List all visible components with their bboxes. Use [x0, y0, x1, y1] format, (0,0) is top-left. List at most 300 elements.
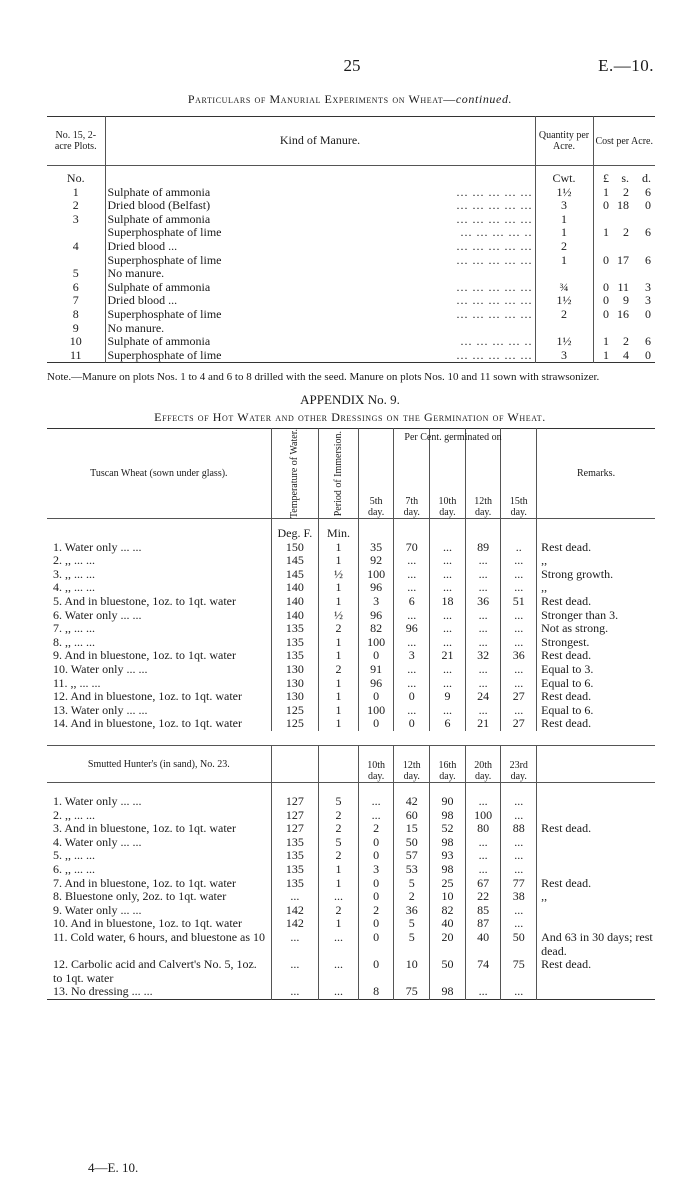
- period-value: 5: [319, 795, 359, 809]
- manure-kind-text: Sulphate of ammonia: [107, 211, 211, 226]
- germination-row: [47, 609, 655, 623]
- remark: Equal to 6.: [537, 704, 655, 718]
- plot-number: 2: [72, 198, 79, 213]
- germination-value: 5: [394, 877, 430, 891]
- germination-value: 32: [465, 649, 501, 663]
- treatment-label: 4. ,, ... ...: [53, 580, 95, 595]
- germination-value: ...: [465, 622, 501, 636]
- period-value: 1: [319, 649, 359, 663]
- cost-pence: 3: [645, 293, 651, 308]
- germination-row: [47, 877, 655, 891]
- cost-pounds: 0: [603, 279, 609, 294]
- leader-dots: ... ... ... ... ...: [456, 184, 533, 199]
- cost-pounds: 1: [603, 347, 609, 362]
- germination-value: 96: [358, 677, 394, 691]
- remark: Rest dead.: [537, 649, 655, 663]
- period-value: 1: [319, 717, 359, 731]
- plot-number: 8: [72, 306, 79, 321]
- manure-table-title: [0, 92, 700, 107]
- germination-value: 87: [465, 917, 501, 931]
- germination-row: [47, 649, 655, 663]
- temperature-value: ...: [271, 958, 318, 985]
- cost-pence: [633, 267, 655, 281]
- period-value: 1: [319, 677, 359, 691]
- remark: [537, 985, 655, 999]
- leader-dots: ... ... ... ... ...: [456, 252, 533, 267]
- germination-value: 38: [501, 890, 537, 904]
- plot-number: 11: [69, 347, 82, 362]
- temperature-value: 145: [271, 568, 318, 582]
- units-blank: [430, 519, 466, 541]
- manure-qty: 1: [535, 226, 593, 240]
- manure-kind: [105, 213, 535, 227]
- germination-value: ...: [501, 568, 537, 582]
- germination-value: ...: [501, 809, 537, 823]
- leader-dots: ... ... ... ... ...: [456, 198, 533, 213]
- temperature-value: ...: [271, 890, 318, 904]
- cost-header: Cost per Acre.: [593, 117, 655, 166]
- section-spacer: [47, 731, 655, 746]
- germination-value: 0: [358, 836, 394, 850]
- germination-value: 10: [394, 958, 430, 985]
- germination-row: [47, 554, 655, 568]
- period-value: 1: [319, 877, 359, 891]
- period-value: 1: [319, 917, 359, 931]
- germination-value: ...: [465, 704, 501, 718]
- treatment-label: 6. ,, ... ...: [53, 861, 95, 876]
- temp-unit: Deg. F.: [271, 519, 318, 541]
- leader-dots: ... ... ... ... ...: [456, 279, 533, 294]
- treatment-label: 7. ,, ... ...: [53, 621, 95, 636]
- germination-value: ...: [501, 917, 537, 931]
- cost-shillings: [613, 240, 633, 254]
- germination-value: 89: [465, 541, 501, 555]
- germination-value: 15: [394, 822, 430, 836]
- period-value: 2: [319, 904, 359, 918]
- temperature-header: [271, 746, 318, 783]
- cost-pence: [633, 213, 655, 227]
- temperature-value: 125: [271, 717, 318, 731]
- period-value: 2: [319, 849, 359, 863]
- germination-value: ...: [430, 636, 466, 650]
- manure-qty: [535, 322, 593, 336]
- treatment-label: 6. Water only ... ...: [53, 607, 142, 622]
- treatment-label: 12. And in bluestone, 1oz. to 1qt. water: [53, 689, 242, 704]
- germination-value: 0: [358, 931, 394, 958]
- germination-row: [47, 704, 655, 718]
- temperature-value: 125: [271, 704, 318, 718]
- germination-value: 27: [501, 717, 537, 731]
- germination-value: ...: [501, 704, 537, 718]
- temperature-value: 127: [271, 822, 318, 836]
- germination-value: 96: [358, 581, 394, 595]
- germination-value: 100: [358, 704, 394, 718]
- manure-qty: 2: [535, 240, 593, 254]
- manure-qty: 2: [535, 308, 593, 322]
- germination-row: [47, 863, 655, 877]
- treatment-label: 3. ,, ... ...: [53, 566, 95, 581]
- manure-kind: [105, 199, 535, 213]
- period-value: 1: [319, 863, 359, 877]
- treatment-label: 12. Carbolic acid and Calvert's No. 5, 1oz. to 1qt. water: [53, 957, 257, 985]
- germination-value: ...: [465, 849, 501, 863]
- cwt-subhead: Cwt.: [535, 166, 593, 186]
- germination-value: ...: [394, 636, 430, 650]
- remark: [537, 795, 655, 809]
- cost-shillings: 2: [623, 184, 629, 199]
- manure-kind-text: Sulphate of ammonia: [107, 334, 211, 349]
- germination-value: 0: [358, 849, 394, 863]
- germination-row: [47, 717, 655, 731]
- remark: Strong growth.: [537, 568, 655, 582]
- remark: Rest dead.: [537, 958, 655, 985]
- units-blank: [358, 519, 394, 541]
- remark: And 63 in 30 days; rest dead.: [537, 931, 655, 958]
- germination-value: ...: [501, 663, 537, 677]
- manure-kind-text: Dried blood ...: [107, 293, 178, 308]
- germination-value: 98: [430, 809, 466, 823]
- germination-value: ...: [501, 622, 537, 636]
- kind-header: Kind of Manure.: [105, 117, 535, 166]
- page-header: [0, 56, 700, 82]
- germination-value: 50: [430, 958, 466, 985]
- manure-qty: ¾: [535, 281, 593, 295]
- manure-kind-text: No manure.: [107, 266, 165, 281]
- germination-value: ...: [394, 663, 430, 677]
- remark: [537, 809, 655, 823]
- temperature-value: 135: [271, 649, 318, 663]
- germination-value: 27: [501, 690, 537, 704]
- period-value: 1: [319, 704, 359, 718]
- shilling-subhead: s.: [621, 171, 629, 185]
- germination-row: [47, 636, 655, 650]
- temperature-value: 127: [271, 795, 318, 809]
- germination-value: ...: [465, 985, 501, 999]
- germination-value: 36: [394, 904, 430, 918]
- treatment-label: 9. And in bluestone, 1oz. to 1qt. water: [53, 648, 236, 663]
- cost-pounds: 1: [603, 225, 609, 240]
- germination-value: 90: [430, 795, 466, 809]
- germination-value: 100: [358, 636, 394, 650]
- manure-title-text: Particulars of Manurial Experiments on Wheat—: [187, 92, 456, 106]
- germination-value: 18: [430, 595, 466, 609]
- treatment-label: 1. Water only ... ...: [53, 539, 142, 554]
- germination-value: 5: [394, 931, 430, 958]
- leader-dots: ... ... ... ... ..: [460, 334, 533, 349]
- period-value: ½: [319, 568, 359, 582]
- germination-value: ...: [501, 836, 537, 850]
- treatment-label: 11. ,, ... ...: [53, 675, 101, 690]
- temperature-value: 142: [271, 917, 318, 931]
- manure-kind: [105, 226, 535, 240]
- period-value: 5: [319, 836, 359, 850]
- germination-row: [47, 958, 655, 985]
- germination-value: 52: [430, 822, 466, 836]
- cost-pounds: [593, 267, 613, 281]
- manure-row: [47, 349, 655, 363]
- germination-value: 70: [394, 541, 430, 555]
- cost-pounds: 0: [603, 252, 609, 267]
- plots-header: No. 15, 2-acre Plots.: [47, 117, 105, 166]
- temperature-value: 135: [271, 863, 318, 877]
- germination-value: 98: [430, 863, 466, 877]
- treatment-label: 10. Water only ... ...: [53, 662, 148, 677]
- temperature-value: 135: [271, 877, 318, 891]
- period-value: 2: [319, 663, 359, 677]
- germination-row: [47, 904, 655, 918]
- manure-kind: [105, 349, 535, 363]
- manure-row: [47, 199, 655, 213]
- remark: Equal to 6.: [537, 677, 655, 691]
- page-reference: E.—10.: [598, 56, 654, 75]
- remark: Strongest.: [537, 636, 655, 650]
- spacer-cell: [537, 783, 655, 796]
- germination-value: 96: [394, 622, 430, 636]
- germination-value: 100: [358, 568, 394, 582]
- units-row: [47, 519, 655, 541]
- day-header-text: 15th day.: [509, 496, 528, 519]
- germination-row: [47, 677, 655, 691]
- cost-pence: 6: [645, 184, 651, 199]
- period-unit: Min.: [319, 519, 359, 541]
- cost-shillings: 2: [623, 225, 629, 240]
- manure-kind-text: Superphosphate of lime: [107, 306, 222, 321]
- germination-value: 80: [465, 822, 501, 836]
- cost-pence: 0: [645, 306, 651, 321]
- day-header-text: 12th day.: [474, 496, 492, 519]
- cost-pounds: 1: [603, 334, 609, 349]
- germination-value: ...: [358, 795, 394, 809]
- temperature-value: 130: [271, 690, 318, 704]
- page-footer: 4—E. 10.: [88, 1160, 139, 1175]
- manure-qty: 3: [535, 349, 593, 363]
- germination-row: [47, 622, 655, 636]
- treatment-label: 7. And in bluestone, 1oz. to 1qt. water: [53, 875, 236, 890]
- treatment-label: 1. Water only ... ...: [53, 794, 142, 809]
- manure-title-italic: continued.: [455, 92, 513, 106]
- cost-pence: 0: [645, 347, 651, 362]
- cost-pence: 3: [645, 279, 651, 294]
- manure-kind-text: Dried blood ...: [107, 238, 178, 253]
- germination-value: ...: [394, 568, 430, 582]
- period-value: 1: [319, 554, 359, 568]
- germination-value: 93: [430, 849, 466, 863]
- day-header-text: 5th day.: [367, 496, 385, 519]
- temperature-value: 140: [271, 595, 318, 609]
- period-value: 2: [319, 809, 359, 823]
- period-value: 1: [319, 581, 359, 595]
- germination-value: ...: [501, 795, 537, 809]
- germination-value: 42: [394, 795, 430, 809]
- germination-value: ...: [394, 581, 430, 595]
- germination-value: ...: [394, 609, 430, 623]
- germination-row: [47, 595, 655, 609]
- remark: [537, 904, 655, 918]
- manure-row: [47, 226, 655, 240]
- manure-row: [47, 335, 655, 349]
- germination-row: [47, 917, 655, 931]
- treatment-label: 2. ,, ... ...: [53, 807, 95, 822]
- manure-row: [47, 240, 655, 254]
- temperature-header: [271, 429, 318, 519]
- manure-row: [47, 294, 655, 308]
- spacer-cell: [47, 731, 655, 746]
- germination-value: 82: [358, 622, 394, 636]
- germination-value: 88: [501, 822, 537, 836]
- germination-value: 25: [430, 877, 466, 891]
- temperature-value: 135: [271, 636, 318, 650]
- germination-value: 0: [358, 890, 394, 904]
- day-header-text: 10th day.: [367, 760, 386, 783]
- treatment-label: 3. And in bluestone, 1oz. to 1qt. water: [53, 821, 236, 836]
- remarks-header: Remarks.: [537, 429, 655, 519]
- temperature-value: 135: [271, 836, 318, 850]
- temperature-value: 145: [271, 554, 318, 568]
- germination-value: 20: [430, 931, 466, 958]
- germination-value: ...: [430, 554, 466, 568]
- manure-kind: [105, 308, 535, 322]
- hunter-header-row: [47, 746, 655, 783]
- remark: [537, 863, 655, 877]
- manure-qty: 1½: [535, 186, 593, 200]
- manure-row: [47, 308, 655, 322]
- germination-value: 77: [501, 877, 537, 891]
- period-header: [319, 746, 359, 783]
- germination-value: ...: [465, 677, 501, 691]
- treatment-label: 9. Water only ... ...: [53, 902, 142, 917]
- temperature-value: 140: [271, 609, 318, 623]
- remark: [537, 849, 655, 863]
- germination-row: [47, 541, 655, 555]
- period-value: 1: [319, 636, 359, 650]
- treatment-label: 4. Water only ... ...: [53, 834, 142, 849]
- cost-pence: [633, 322, 655, 336]
- cost-shillings: 9: [623, 293, 629, 308]
- germination-value: 67: [465, 877, 501, 891]
- germination-value: 50: [501, 931, 537, 958]
- germination-row: [47, 809, 655, 823]
- germination-value: 96: [358, 609, 394, 623]
- treatment-label: 2. ,, ... ...: [53, 553, 95, 568]
- germination-value: 10: [430, 890, 466, 904]
- remark: ,,: [537, 554, 655, 568]
- germination-value: ...: [501, 677, 537, 691]
- manure-qty: 3: [535, 199, 593, 213]
- manure-kind-text: Sulphate of ammonia: [107, 279, 211, 294]
- germination-value: 98: [430, 985, 466, 999]
- cost-pounds: 1: [603, 184, 609, 199]
- germination-row: [47, 690, 655, 704]
- germination-value: 92: [358, 554, 394, 568]
- temperature-value: 135: [271, 622, 318, 636]
- germination-value: ...: [465, 795, 501, 809]
- germination-value: 2: [394, 890, 430, 904]
- temperature-header-text: Temperature of Water.: [289, 429, 301, 519]
- kind-subhead: [105, 166, 535, 186]
- pence-subhead: d.: [642, 171, 651, 185]
- temperature-value: 130: [271, 663, 318, 677]
- manure-kind: [105, 186, 535, 200]
- germination-value: 98: [430, 836, 466, 850]
- manure-kind-text: Superphosphate of lime: [107, 347, 222, 362]
- remark: [537, 836, 655, 850]
- germination-value: ...: [501, 985, 537, 999]
- germination-value: 3: [394, 649, 430, 663]
- remark: Rest dead.: [537, 690, 655, 704]
- appendix-heading: APPENDIX No. 9.: [300, 392, 400, 407]
- cost-pence: 6: [645, 334, 651, 349]
- leader-dots: ... ... ... ... ...: [456, 211, 533, 226]
- temperature-value: 142: [271, 904, 318, 918]
- period-value: 2: [319, 622, 359, 636]
- cost-pence: 6: [645, 252, 651, 267]
- remark: Rest dead.: [537, 717, 655, 731]
- manure-kind-text: Sulphate of ammonia: [107, 184, 211, 199]
- manure-row: [47, 281, 655, 295]
- manure-kind: [105, 281, 535, 295]
- germination-value: 50: [394, 836, 430, 850]
- qty-header: Quantity per Acre.: [535, 117, 593, 166]
- cost-shillings: 2: [623, 334, 629, 349]
- remark: Equal to 3.: [537, 663, 655, 677]
- germination-value: ...: [501, 636, 537, 650]
- germination-row: [47, 836, 655, 850]
- cost-pence: 0: [645, 198, 651, 213]
- germination-value: 0: [358, 690, 394, 704]
- period-value: 1: [319, 595, 359, 609]
- germination-value: ...: [394, 554, 430, 568]
- day-header-text: 20th day.: [474, 760, 492, 783]
- germination-table: [47, 428, 655, 1000]
- remark: Rest dead.: [537, 541, 655, 555]
- germination-value: 2: [358, 822, 394, 836]
- leader-dots: ... ... ... ... ...: [456, 306, 533, 321]
- germination-value: ...: [430, 568, 466, 582]
- germination-value: ...: [465, 663, 501, 677]
- temperature-value: 127: [271, 809, 318, 823]
- cost-pounds: [593, 213, 613, 227]
- germination-value: ...: [430, 541, 466, 555]
- germination-value: 5: [394, 917, 430, 931]
- temperature-value: 135: [271, 849, 318, 863]
- leader-dots: ... ... ... ... ...: [456, 293, 533, 308]
- hunter-section-label: Smutted Hunter's (in sand), No. 23.: [47, 746, 271, 783]
- cost-pounds: [593, 322, 613, 336]
- treatment-label: 14. And in bluestone, 1oz. to 1qt. water: [53, 716, 242, 731]
- manure-kind: [105, 322, 535, 336]
- day-header-text: 16th day.: [438, 760, 457, 783]
- germination-value: 75: [501, 958, 537, 985]
- treatment-label: 5. And in bluestone, 1oz. to 1qt. water: [53, 594, 236, 609]
- no-subhead: No.: [66, 171, 85, 185]
- plot-number: [47, 254, 105, 268]
- germination-value: ...: [430, 581, 466, 595]
- plot-number: 1: [72, 184, 79, 199]
- remark: Not as strong.: [537, 622, 655, 636]
- germination-value: 82: [430, 904, 466, 918]
- cost-pence: 6: [645, 225, 651, 240]
- tuscan-section-label: Tuscan Wheat (sown under glass).: [47, 429, 271, 519]
- leader-dots: ... ... ... ... ..: [460, 225, 533, 240]
- manure-row: [47, 254, 655, 268]
- plot-number: 6: [72, 279, 79, 294]
- cost-pounds: 0: [603, 293, 609, 308]
- units-blank: [394, 519, 430, 541]
- germination-value: 2: [358, 904, 394, 918]
- temperature-value: ...: [271, 931, 318, 958]
- manure-kind: [105, 254, 535, 268]
- cost-shillings: [613, 322, 633, 336]
